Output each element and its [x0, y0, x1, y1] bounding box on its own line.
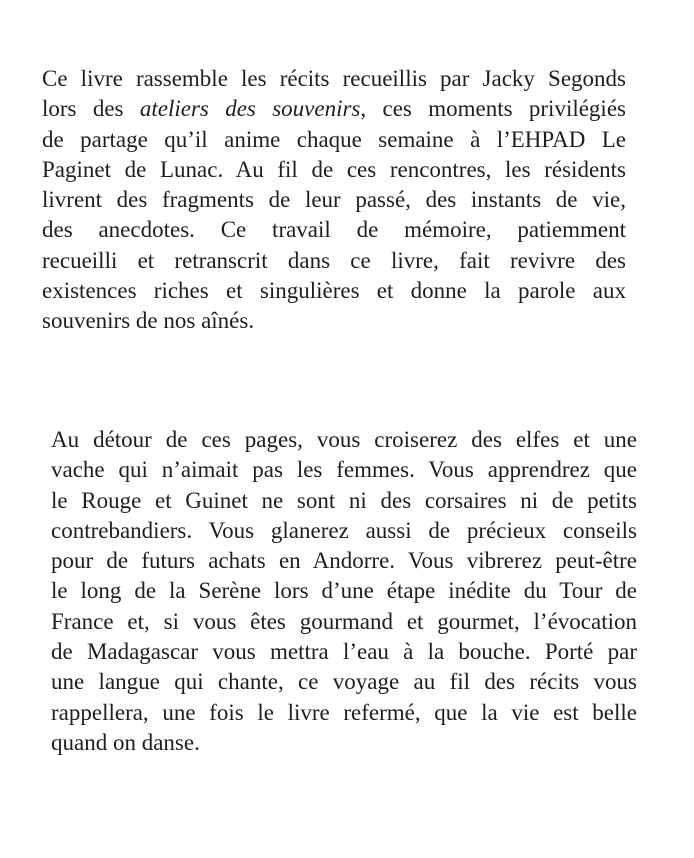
text-line: Paginet de Lunac. Au fil de ces rencontres, les résidents: [42, 156, 626, 182]
text-line: livrent des fragments de leur passé, des instants de vie,: [42, 187, 626, 213]
text-line: Au détour de ces pages, vous croiserez des elfes et une: [51, 427, 637, 452]
text-line: de partage qu’il anime chaque semaine à l’EHPAD Le: [42, 126, 626, 152]
paragraph-2: [51, 425, 637, 758]
text-line: des anecdotes. Ce travail de mémoire, patiemment: [42, 217, 626, 243]
text-line: France et, si vous êtes gourmand et gourmet, l’évocation: [51, 608, 637, 634]
text-line: quand on danse.: [51, 729, 200, 755]
text-line: de Madagascar vous mettra l’eau à la bouche. Porté par: [51, 639, 637, 665]
text-line: Ce livre rassemble les récits recueillis par Jacky Segonds: [42, 66, 626, 91]
text-line: pour de futurs achats en Andorre. Vous vibrerez peut-être: [51, 548, 637, 574]
text-line: [42, 94, 626, 124]
text-line: le Rouge et Guinet ne sont ni des corsaires ni de petits: [51, 487, 637, 513]
text-line: souvenirs de nos aînés.: [42, 308, 255, 334]
text-segment: , ces moments privilégiés: [360, 96, 626, 122]
text-line: une langue qui chante, ce voyage au fil des récits vous: [51, 669, 637, 695]
text-line: rappellera, une fois le livre refermé, que la vie est belle: [51, 699, 637, 725]
text-line: vache qui n’aimait pas les femmes. Vous apprendrez que: [51, 457, 637, 483]
italic-title: ateliers des souvenirs: [139, 96, 361, 122]
text-segment: lors des: [42, 96, 140, 122]
text-line: le long de la Serène lors d’une étape inédite du Tour de: [51, 578, 637, 604]
paragraph-1: [42, 64, 626, 337]
text-line: existences riches et singulières et donne la parole aux: [42, 278, 626, 304]
text-line: contrebandiers. Vous glanerez aussi de précieux conseils: [51, 517, 637, 543]
text-line: recueilli et retranscrit dans ce livre, fait revivre des: [42, 247, 626, 273]
